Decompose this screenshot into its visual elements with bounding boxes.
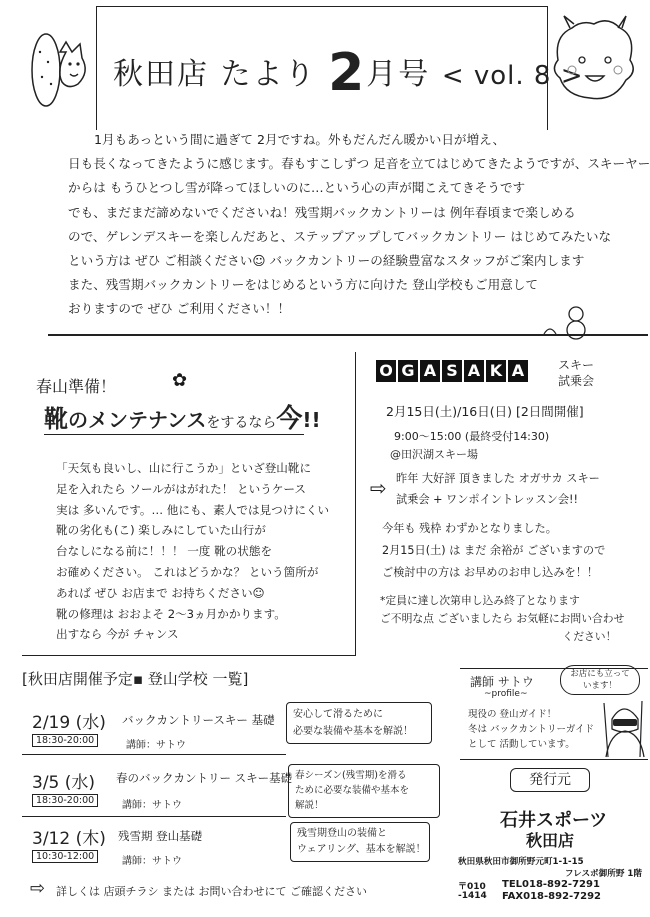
schedule-footer: 詳しくは 店頭チラシ または お問い合わせにて ご確認ください: [56, 885, 367, 898]
flower-icon: ✿: [172, 370, 188, 391]
shoe-title-part: 靴: [44, 405, 68, 433]
event-divider: [22, 754, 286, 755]
instructor-profile: [460, 668, 648, 760]
volume-label: < vol. 8 >: [441, 61, 584, 91]
shoe-line: 出すなら 今が チャンス: [56, 627, 179, 642]
event-instructor: 講師：サトウ: [126, 740, 186, 751]
event-instructor: 講師：サトウ: [122, 800, 182, 811]
event-note: [288, 764, 440, 818]
issue-suffix: 月号: [366, 57, 431, 92]
intro-line: でも、まだまだ諦めないでくださいね！残雪期バックカントリーは 例年春頃まで楽しめる: [68, 204, 576, 220]
ogasaka-line: 2月15日(土) は まだ 余裕が ございますので: [382, 544, 606, 557]
event-note-line: ウェアリング、基本を解説！: [297, 844, 426, 855]
shoe-line: 「天気も良いし、山に行こうか」といざ登山靴に: [56, 461, 312, 475]
intro-line: 日も長くなってきたように感じます。春もすこしずつ 足音を立てはじめてきたようですが、スキーヤー: [68, 156, 650, 172]
profile-name: 講師 サトウ: [470, 675, 534, 689]
event-note-line: ために必要な装備や基本を: [295, 785, 410, 796]
event-note-line: 安心して滑るために: [293, 709, 383, 720]
intro-message: [68, 128, 650, 322]
ogasaka-line: ご検討中の方は お早めのお申し込みを！！: [382, 566, 599, 579]
profile-line: 現役の 登山ガイド！: [468, 709, 557, 720]
intro-line: からは もうひとつし雪が降ってほしいのに…という心の声が聞こえてきそうです: [68, 180, 526, 196]
event-time: 18:30-20:00: [32, 734, 98, 747]
fax-number: FAX018-892-7292: [502, 891, 602, 902]
mascot-illustration-left: [18, 22, 98, 110]
mascot-illustration-right: [548, 10, 644, 110]
event-note-line: 春シーズン(残雪期)を滑る: [295, 770, 407, 781]
ogasaka-time: 9:00〜15:00 (最終受付14:30): [394, 430, 550, 443]
event-date: 2/19 (水): [32, 713, 106, 733]
header-frame: [96, 6, 584, 130]
address-line: フレスポ御所野 1階: [564, 869, 642, 879]
logo-letter: A: [464, 360, 484, 382]
shoe-title-part: のメンテナンス: [68, 408, 207, 432]
shoe-line: お確めください。 これはどうかな？ という箇所が: [56, 564, 319, 579]
shoe-line: 台なしになる前に！！！ 一度 靴の状態を: [56, 544, 273, 559]
branch-name: 秋田店: [526, 831, 575, 850]
shoe-line: 靴の修理は おおよそ 2〜3ヵ月かかります。: [56, 606, 286, 621]
publisher-block: [452, 764, 648, 914]
logo-letter: O: [376, 360, 396, 382]
intro-line: ので、ゲレンデスキーを楽しんだあと、ステップアップしてバックカントリー はじめてみたいな: [68, 228, 612, 244]
ogasaka-section: [360, 356, 644, 658]
ogasaka-line: 試乗会 + ワンポイントレッスン会!!: [396, 493, 578, 506]
shoe-line: 靴の劣化も(こ) 楽しみにしていた山行が: [56, 523, 266, 538]
bubble-line: います！: [582, 681, 617, 691]
logo-letter: A: [508, 360, 528, 382]
event-note: [290, 822, 430, 862]
shoe-line: あれば ぜひ お店まで お持ちください☺: [56, 585, 265, 600]
arrow-icon: ⇨: [30, 878, 46, 899]
header-title-text: 秋田店 たより: [113, 57, 317, 92]
shoe-body: [56, 458, 329, 645]
bubble-line: お店にも立って: [570, 669, 630, 679]
profile-body: [468, 707, 594, 752]
ogasaka-line: 今年も 残枠 わずかとなりました。: [382, 522, 557, 535]
intro-divider: [48, 334, 648, 336]
event-name: 春のバックカントリー スキー基礎: [116, 771, 293, 785]
schedule-section: [22, 662, 452, 912]
logo-letter: G: [398, 360, 418, 382]
ogasaka-place: @田沢湖スキー場: [390, 448, 478, 461]
publisher-label: 発行元: [510, 768, 590, 792]
address-line: 秋田県秋田市御所野元町1-1-15: [458, 857, 584, 867]
event-divider: [22, 816, 286, 817]
event-date: 3/5 (水): [32, 773, 96, 793]
profile-label: ~profile~: [484, 689, 528, 699]
company-name: 石井スポーツ: [500, 810, 608, 831]
shoe-title: [44, 398, 321, 435]
ogasaka-line: *定員に達し次第申し込み終了となります: [380, 594, 580, 607]
intro-line: という方は ぜひ ご相談ください☺ バックカントリーの経験豊富なスタッフがご案内します: [68, 253, 585, 269]
ogasaka-label: スキー: [558, 358, 595, 372]
logo-letter: S: [442, 360, 462, 382]
intro-line: 1月もあっという間に過ぎて 2月ですね。外もだんだん暖かい日が増え、: [94, 132, 506, 147]
ogasaka-notes: [380, 592, 624, 646]
arrow-icon: ⇨: [370, 476, 387, 500]
phone-number: TEL018-892-7291: [502, 879, 600, 890]
logo-letter: K: [486, 360, 506, 382]
ogasaka-body-2: [382, 518, 605, 584]
event-note-line: 解説！: [295, 800, 324, 811]
speech-bubble: [560, 665, 640, 695]
event-date: 3/12 (木): [32, 829, 106, 849]
event-note-line: 必要な装備や基本を解説！: [293, 726, 413, 737]
shoe-title-part: !!: [302, 408, 321, 432]
event-time: 10:30-12:00: [32, 850, 98, 863]
event-note-line: 残雪期登山の装備と: [297, 828, 387, 839]
event-time: 18:30-20:00: [32, 794, 98, 807]
shoe-maintenance-section: [22, 352, 356, 656]
shoe-line: 実は 多いんです。… 他にも、素人では見つけにくい: [56, 502, 330, 517]
shoe-line: 足を入れたら ソールがはがれた！ というケース: [56, 481, 307, 496]
event-name: 残雪期 登山基礎: [118, 829, 203, 843]
shoe-title-part: をするなら: [206, 415, 277, 431]
ogasaka-logo: [376, 360, 530, 382]
ogasaka-line: 昨年 大好評 頂きました オガサカ スキー: [396, 472, 600, 485]
shoe-title-part: 今: [276, 404, 303, 434]
ogasaka-line: ご不明な点 ございましたら お気軽にお問い合わせ: [380, 612, 625, 625]
intro-line: おりますので ぜひ ご利用ください！！: [68, 301, 291, 317]
logo-letter: A: [420, 360, 440, 382]
ogasaka-body: [396, 468, 600, 510]
instructor-illustration: [600, 697, 648, 759]
issue-number: 2: [328, 43, 367, 103]
event-instructor: 講師：サトウ: [122, 856, 182, 867]
title-underline: [44, 434, 304, 435]
ogasaka-line: ください！: [562, 630, 617, 643]
schedule-title: [秋田店開催予定▪ 登山学校 一覧]: [22, 670, 249, 688]
ogasaka-label: 試乗会: [558, 374, 595, 388]
event-note: [286, 702, 432, 744]
postal-code: 〒010: [458, 882, 486, 892]
intro-line: また、残雪期バックカントリーをはじめるという方に向けた 登山学校もご用意して: [68, 277, 538, 293]
header-title: [113, 43, 584, 103]
shoe-heading: 春山準備！: [36, 377, 117, 396]
profile-line: として 活動しています。: [468, 739, 575, 750]
postal-code: -1414: [458, 891, 487, 901]
ogasaka-date: 2月15日(土)/16日(日) [2日間開催]: [386, 404, 584, 419]
profile-line: 冬は バックカントリーガイド: [468, 724, 595, 735]
event-name: バックカントリースキー 基礎: [122, 713, 275, 727]
